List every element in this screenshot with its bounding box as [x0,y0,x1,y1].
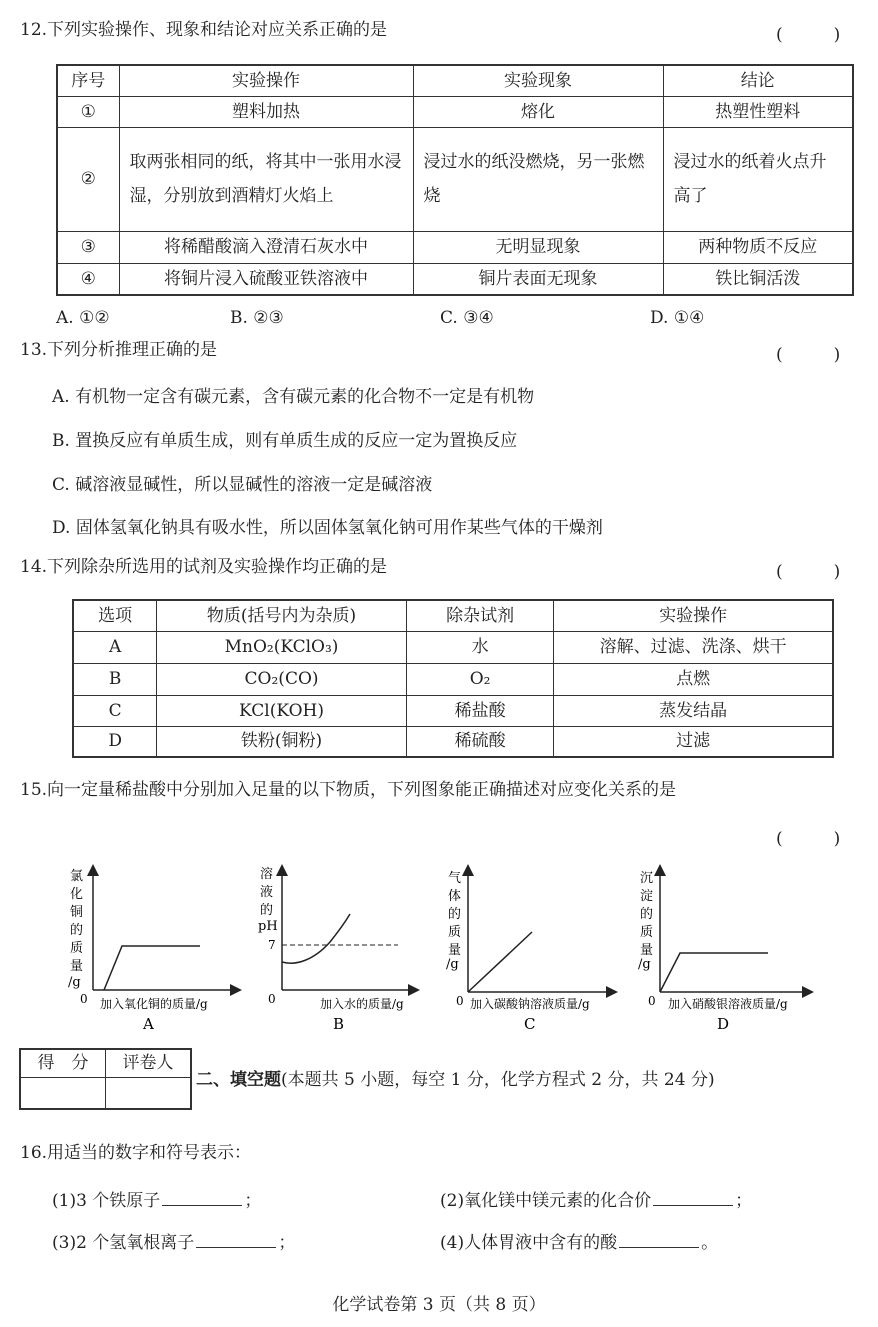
q16-item-3 [52,1228,295,1253]
table-row [57,127,853,231]
q12-cell-op: 将稀醋酸滴入澄清石灰水中 [119,231,413,263]
q16-item-4-text: (4)人体胃液中含有的酸 [440,1233,618,1253]
q16-item-3-blank[interactable] [196,1231,276,1248]
graph-c [446,870,612,1033]
score-box-score-field[interactable] [20,1077,106,1109]
graph-d-ylabel-5: /g [638,957,651,972]
q12-answer-paren[interactable]: ( ) [776,25,841,45]
q16-item-4-blank[interactable] [619,1231,699,1248]
q12-header-op: 实验操作 [119,65,413,96]
q12-header-concl: 结论 [663,65,853,96]
q12-cell-phen: 无明显现象 [413,231,663,263]
graph-c-ylabel-1: 体 [448,889,462,904]
q12-cell-no: ④ [57,263,119,295]
graph-b-ylabel-2: 的 [260,903,274,918]
graph-b-xlabel: 加入水的质量/g [320,997,404,1011]
graph-b [258,866,414,1033]
q14-cell-opt: C [73,695,157,726]
q15-answer-paren[interactable]: ( ) [776,829,841,849]
table-row [73,663,833,695]
q16-stem: 16.用适当的数字和符号表示： [20,1143,252,1163]
section2-title: 二、填空题 [196,1070,281,1090]
q16-item-1-end: ； [244,1191,262,1211]
graph-c-ylabel-2: 的 [448,907,462,922]
q13-option-a[interactable]: A. 有机物一定含有碳元素，含有碳元素的化合物不一定是有机物 [52,387,535,407]
graph-c-ylabel-0: 气 [448,871,462,886]
graph-a-ylabel-4: 质 [70,941,84,956]
q12-cell-concl: 铁比铜活泼 [663,263,853,295]
graph-d [638,870,808,1033]
q12-cell-op: 取两张相同的纸，将其中一张用水浸湿，分别放到酒精灯火焰上 [119,127,413,231]
q12-table [56,64,854,296]
score-box-grader-label: 评卷人 [106,1049,192,1077]
q14-cell-reag: O₂ [406,663,554,695]
graph-c-ylabel-5: /g [446,957,459,972]
graph-a-ylabel-2: 铜 [70,905,84,920]
q15-graphs [0,856,878,1041]
graph-a-ylabel-1: 化 [70,887,84,902]
score-box-score-label: 得 分 [20,1049,106,1077]
q12-header-phen: 实验现象 [413,65,663,96]
q16-item-1 [52,1186,261,1211]
q12-cell-concl: 两种物质不反应 [663,231,853,263]
q14-cell-sub: 铁粉(铜粉) [157,726,407,757]
q14-cell-sub: CO₂(CO) [157,663,407,695]
q16-item-3-text: (3)2 个氢氧根离子 [52,1233,195,1253]
q14-header-sub: 物质(括号内为杂质) [157,600,407,631]
q13-stem: 13.下列分析推理正确的是 [20,340,218,360]
graph-d-ylabel-2: 的 [640,907,654,922]
section2-heading [196,1070,715,1090]
graph-a-curve [104,946,200,990]
graph-a-ylabel-0: 氯 [70,869,84,884]
q15-stem: 15.向一定量稀盐酸中分别加入足量的以下物质，下列图象能正确描述对应变化关系的是 [20,780,677,800]
q12-header-no: 序号 [57,65,119,96]
graph-d-ylabel-0: 沉 [640,871,654,886]
graph-c-xlabel: 加入碳酸钠溶液质量/g [470,997,590,1011]
table-row [73,631,833,663]
q14-cell-op: 蒸发结晶 [554,695,833,726]
q14-cell-op: 溶解、过滤、洗涤、烘干 [554,631,833,663]
q14-stem: 14.下列除杂所选用的试剂及实验操作均正确的是 [20,557,388,577]
q12-cell-op: 将铜片浸入硫酸亚铁溶液中 [119,263,413,295]
q12-cell-no: ③ [57,231,119,263]
graph-b-ylabel-3: pH [258,919,278,934]
q14-cell-reag: 水 [406,631,554,663]
graph-d-letter: D [717,1015,730,1033]
graph-b-curve [282,914,350,963]
q16-item-1-text: (1)3 个铁原子 [52,1191,161,1211]
q14-answer-paren[interactable]: ( ) [776,562,841,582]
q14-cell-reag: 稀盐酸 [406,695,554,726]
q12-cell-no: ① [57,96,119,127]
q12-option-c[interactable]: C. ③④ [440,308,494,328]
q16-item-2-end: ； [735,1191,753,1211]
section2-desc: (本题共 5 小题，每空 1 分，化学方程式 2 分，共 24 分) [281,1070,715,1090]
graph-c-ylabel-3: 质 [448,925,462,940]
q14-cell-sub: KCl(KOH) [157,695,407,726]
q14-cell-opt: D [73,726,157,757]
q16-item-2-blank[interactable] [653,1189,733,1206]
q12-cell-concl: 热塑性塑料 [663,96,853,127]
graph-c-ylabel-4: 量 [448,943,462,958]
table-row [57,231,853,263]
q14-cell-sub: MnO₂(KClO₃) [157,631,407,663]
score-box [19,1048,192,1110]
q16-item-3-end: ； [278,1233,296,1253]
q12-cell-phen: 熔化 [413,96,663,127]
table-row [73,695,833,726]
q14-header-op: 实验操作 [554,600,833,631]
q12-cell-concl: 浸过水的纸着火点升高了 [663,127,853,231]
graph-a-ylabel-3: 的 [70,923,84,938]
q12-cell-phen: 铜片表面无现象 [413,263,663,295]
graph-a [68,869,236,1033]
page-footer: 化学试卷第 3 页（共 8 页） [332,1295,546,1315]
q12-cell-phen: 浸过水的纸没燃烧，另一张燃烧 [413,127,663,231]
q12-stem: 12.下列实验操作、现象和结论对应关系正确的是 [20,20,388,40]
graph-a-origin: 0 [80,992,88,1006]
q16-item-4-end: 。 [701,1233,719,1253]
q13-option-d[interactable]: D. 固体氢氧化钠具有吸水性，所以固体氢氧化钠可用作某些气体的干燥剂 [52,518,603,538]
q12-cell-op: 塑料加热 [119,96,413,127]
q12-cell-no: ② [57,127,119,231]
q14-header-reag: 除杂试剂 [406,600,554,631]
graph-c-curve [468,932,532,992]
table-row [57,96,853,127]
graph-a-xlabel: 加入氧化铜的质量/g [100,997,208,1011]
q13-option-c[interactable]: C. 碱溶液显碱性，所以显碱性的溶液一定是碱溶液 [52,475,433,495]
q16-item-2-text: (2)氧化镁中镁元素的化合价 [440,1191,652,1211]
graph-d-ylabel-3: 质 [640,925,654,940]
q12-option-b[interactable]: B. ②③ [230,308,284,328]
q14-table [72,599,834,758]
table-row [73,726,833,757]
graph-b-ylabel-1: 液 [260,885,274,900]
q14-cell-opt: B [73,663,157,695]
q14-cell-op: 点燃 [554,663,833,695]
graph-b-origin: 0 [268,992,276,1006]
graph-b-tick-7: 7 [268,938,276,952]
table-row [57,263,853,295]
graph-d-origin: 0 [648,994,656,1008]
graph-d-xlabel: 加入硝酸银溶液质量/g [668,997,788,1011]
q14-cell-op: 过滤 [554,726,833,757]
q16-item-4 [440,1228,718,1253]
graph-a-ylabel-5: 量 [70,959,84,974]
q12-option-d[interactable]: D. ①④ [650,308,705,328]
score-box-grader-field[interactable] [106,1077,192,1109]
graph-a-letter: A [143,1015,154,1033]
q13-answer-paren[interactable]: ( ) [776,345,841,365]
q13-option-b[interactable]: B. 置换反应有单质生成，则有单质生成的反应一定为置换反应 [52,431,518,451]
q12-option-a[interactable]: A. ①② [56,308,110,328]
graph-d-ylabel-4: 量 [640,943,654,958]
q14-cell-opt: A [73,631,157,663]
q16-item-1-blank[interactable] [162,1189,242,1206]
graph-d-ylabel-1: 淀 [640,889,654,904]
graph-c-origin: 0 [456,994,464,1008]
graph-b-ylabel-0: 溶 [260,867,274,882]
graph-c-letter: C [524,1015,536,1033]
graph-b-letter: B [333,1015,345,1033]
q14-cell-reag: 稀硫酸 [406,726,554,757]
q16-item-2 [440,1186,752,1211]
q14-header-opt: 选项 [73,600,157,631]
graph-a-ylabel-6: /g [68,975,81,990]
graph-d-curve [660,953,768,992]
